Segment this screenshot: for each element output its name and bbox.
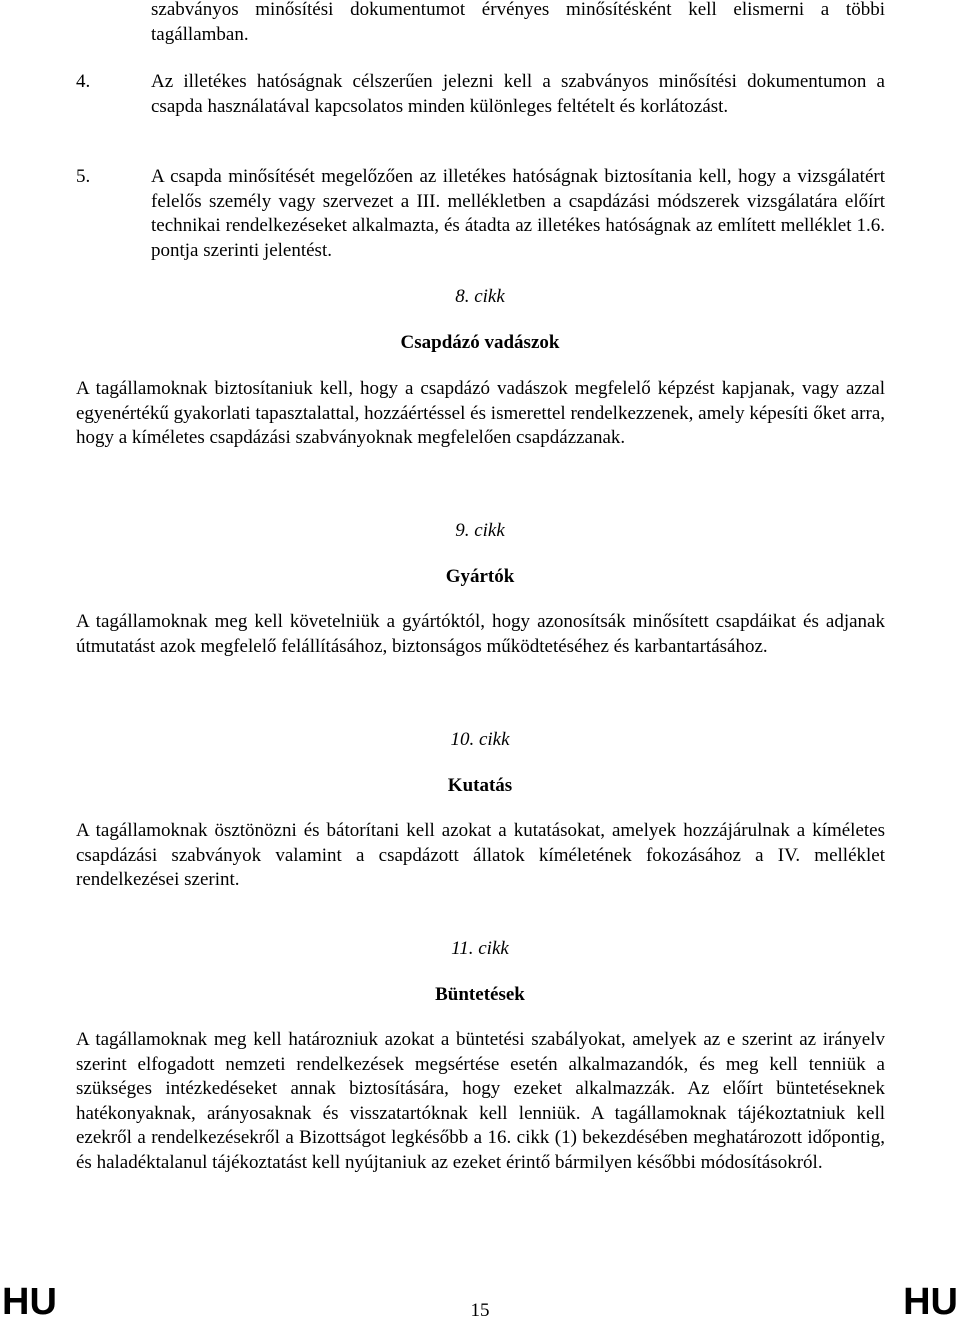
intro-fragment: szabványos minősítési dokumentumot érvényes minősítésként kell elismerni a többi tagállamban. [151,0,885,45]
article-text: A tagállamoknak meg kell határozniuk azokat a büntetési szabályokat, amelyek az e szerint az irányelv szerint elfogadott nemzeti rendelkezések megsértése esetén alkalmazandók, és meg kell tenniük a szükséges intézkedéseket annak biztosítására, hogy ezeket alkalmazzák. Az előírt büntetéseknek hatékonyaknak, arányosaknak és visszatartóknak kell lenniük. A tagállamoknak tájékoztatniuk kell ezekről a rendelkezésekről a Bizottságot legkésőbb a 16. cikk (1) bekezdésében meghatározott időpontig, és haladéktalanul tájékoztatást kell nyújtaniuk az ezeket érintő bármilyen későbbi módosításokról. [76,1029,885,1173]
article-number: 11. cikk [451,938,509,959]
article-number: 8. cikk [455,286,505,307]
article-number: 9. cikk [455,520,505,541]
article-text: A tagállamoknak biztosítaniuk kell, hogy a csapdázó vadászok megfelelő képzést kapjanak, vagy azzal egyenértékű gyakorlati tapasztalattal, hozzáértéssel és ismerettel rendelkezzenek, amely képesíti őket arra, hogy a kíméletes csapdázási szabványoknak megfelelően csapdázzanak. [76,378,885,449]
article-text: A tagállamoknak ösztönözni és bátorítani kell azokat a kutatásokat, amelyek hozzájárulnak a kíméletes csapdázási szabványok valamint a csapdázott állatok kíméletének fokozásához a IV. melléklet rendelkezései szerint. [76,820,885,891]
list-item-number: 5. [76,166,91,187]
list-item-number: 4. [76,71,91,92]
article-title: Büntetések [435,984,525,1005]
article-title: Csapdázó vadászok [400,332,560,353]
article-text: A tagállamoknak meg kell követelniük a gyártóktól, hogy azonosítsák minősített csapdáikat és adjanak útmutatást azok megfelelő felállításához, biztonságos működtetéséhez és karbantartásához. [76,611,885,657]
list-item-text: Az illetékes hatóságnak célszerűen jelezni kell a szabványos minősítési dokumentumon a csapda használatával kapcsolatos minden különleges feltételt és korlátozást. [151,71,885,117]
footer-language-right: HU [903,1281,958,1323]
article-number: 10. cikk [450,729,510,750]
footer-language-left: HU [2,1281,57,1323]
list-item-text: A csapda minősítését megelőzően az illetékes hatóságnak biztosítania kell, hogy a vizsgálatért felelős személy vagy szervezet a III. mellékletben a csapdázási módszerek vizsgálatára előírt technikai rendelkezéseket alkalmazta, és átadta az illetékes hatóságnak az említett melléklet 1.6. pontja szerinti jelentést. [151,166,885,261]
article-title: Gyártók [445,566,515,587]
article-title: Kutatás [447,775,513,796]
page-number: 15 [470,1300,490,1321]
